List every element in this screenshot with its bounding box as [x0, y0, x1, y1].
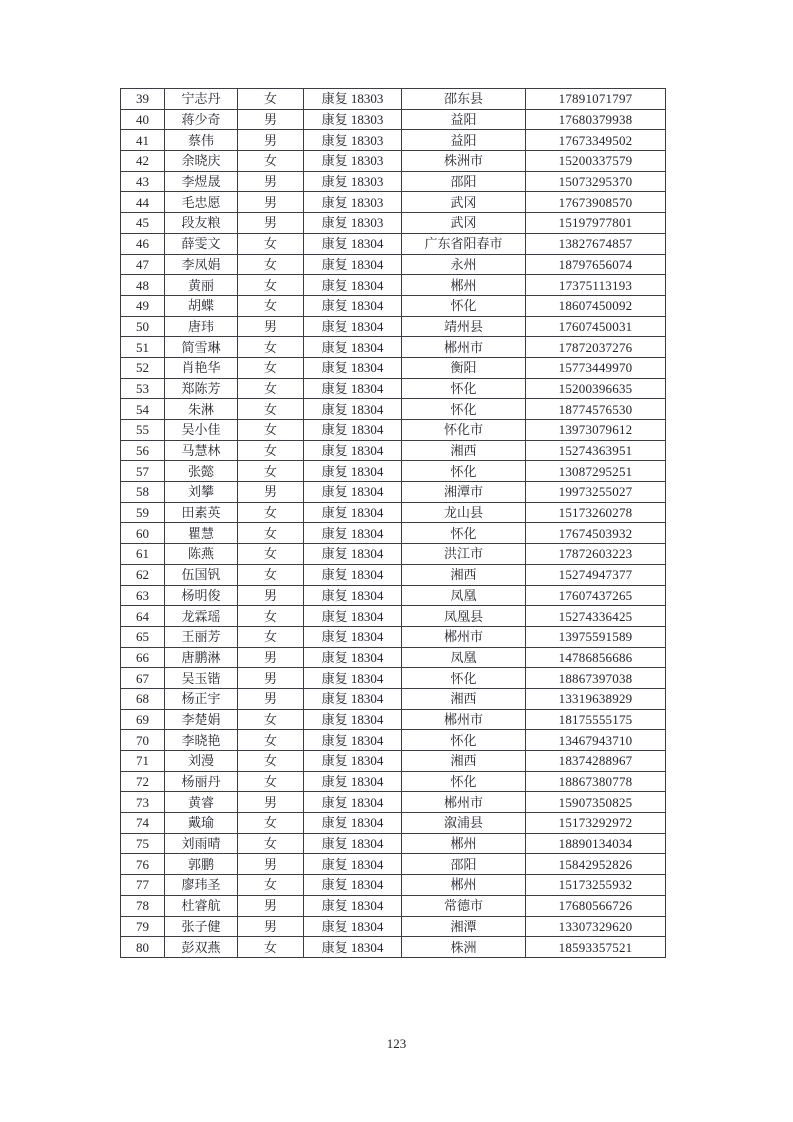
table-cell: 女 [238, 771, 304, 792]
table-cell: 男 [238, 647, 304, 668]
table-row [121, 792, 666, 813]
table-cell: 湘潭市 [402, 482, 526, 503]
table-cell: 伍国钒 [165, 564, 238, 585]
table-cell: 18867380778 [526, 771, 666, 792]
table-cell: 杨丽丹 [165, 771, 238, 792]
table-cell: 康复 18304 [304, 585, 402, 606]
table-cell: 刘攀 [165, 482, 238, 503]
table-cell: 18607450092 [526, 295, 666, 316]
table-row [121, 544, 666, 565]
table-cell: 女 [238, 564, 304, 585]
table-cell: 51 [121, 337, 165, 358]
table-cell: 72 [121, 771, 165, 792]
table-cell: 康复 18304 [304, 895, 402, 916]
table-cell: 康复 18304 [304, 440, 402, 461]
table-row [121, 420, 666, 441]
table-cell: 女 [238, 502, 304, 523]
table-cell: 毛忠愿 [165, 192, 238, 213]
table-cell: 武冈 [402, 213, 526, 234]
table-cell: 75 [121, 833, 165, 854]
table-cell: 73 [121, 792, 165, 813]
table-cell: 彭双燕 [165, 937, 238, 958]
table-cell: 17891071797 [526, 89, 666, 110]
table-cell: 康复 18304 [304, 523, 402, 544]
table-cell: 怀化市 [402, 420, 526, 441]
table-cell: 靖州县 [402, 316, 526, 337]
table-cell: 怀化 [402, 378, 526, 399]
table-cell: 50 [121, 316, 165, 337]
table-cell: 15073295370 [526, 171, 666, 192]
table-cell: 吴玉锴 [165, 668, 238, 689]
table-row [121, 771, 666, 792]
table-cell: 刘漫 [165, 751, 238, 772]
table-cell: 女 [238, 337, 304, 358]
table-cell: 女 [238, 833, 304, 854]
table-cell: 康复 18304 [304, 420, 402, 441]
table-cell: 80 [121, 937, 165, 958]
table-cell: 54 [121, 399, 165, 420]
table-cell: 19973255027 [526, 482, 666, 503]
table-cell: 康复 18304 [304, 254, 402, 275]
table-cell: 42 [121, 151, 165, 172]
table-cell: 永州 [402, 254, 526, 275]
table-cell: 廖玮圣 [165, 875, 238, 896]
table-row [121, 109, 666, 130]
table-cell: 男 [238, 792, 304, 813]
table-cell: 男 [238, 895, 304, 916]
table-cell: 郴州市 [402, 626, 526, 647]
table-cell: 杜睿航 [165, 895, 238, 916]
table-cell: 郴州 [402, 275, 526, 296]
table-cell: 康复 18304 [304, 502, 402, 523]
table-cell: 女 [238, 544, 304, 565]
table-cell: 13319638929 [526, 688, 666, 709]
table-cell: 康复 18304 [304, 275, 402, 296]
table-cell: 女 [238, 151, 304, 172]
table-cell: 14786856686 [526, 647, 666, 668]
table-cell: 张子健 [165, 916, 238, 937]
table-cell: 瞿慧 [165, 523, 238, 544]
table-cell: 男 [238, 585, 304, 606]
table-cell: 男 [238, 171, 304, 192]
table-cell: 康复 18304 [304, 564, 402, 585]
table-cell: 18797656074 [526, 254, 666, 275]
table-cell: 益阳 [402, 109, 526, 130]
table-cell: 63 [121, 585, 165, 606]
table-row [121, 854, 666, 875]
table-cell: 13307329620 [526, 916, 666, 937]
table-row [121, 606, 666, 627]
table-cell: 怀化 [402, 771, 526, 792]
table-cell: 56 [121, 440, 165, 461]
table-cell: 康复 18304 [304, 337, 402, 358]
table-cell: 62 [121, 564, 165, 585]
table-cell: 康复 18304 [304, 916, 402, 937]
table-cell: 李楚娟 [165, 709, 238, 730]
table-cell: 76 [121, 854, 165, 875]
table-cell: 康复 18304 [304, 295, 402, 316]
table-cell: 康复 18304 [304, 461, 402, 482]
table-cell: 13975591589 [526, 626, 666, 647]
table-cell: 女 [238, 440, 304, 461]
table-cell: 凤凰县 [402, 606, 526, 627]
table-row [121, 130, 666, 151]
table-cell: 株洲市 [402, 151, 526, 172]
table-cell: 15842952826 [526, 854, 666, 875]
table-cell: 女 [238, 254, 304, 275]
table-cell: 康复 18304 [304, 937, 402, 958]
table-cell: 70 [121, 730, 165, 751]
table-cell: 张懿 [165, 461, 238, 482]
table-cell: 刘雨晴 [165, 833, 238, 854]
table-cell: 15773449970 [526, 357, 666, 378]
table-cell: 46 [121, 233, 165, 254]
table-cell: 常德市 [402, 895, 526, 916]
table-cell: 69 [121, 709, 165, 730]
table-row [121, 482, 666, 503]
table-cell: 45 [121, 213, 165, 234]
table-cell: 17680379938 [526, 109, 666, 130]
table-cell: 康复 18304 [304, 751, 402, 772]
table-cell: 15274336425 [526, 606, 666, 627]
table-cell: 武冈 [402, 192, 526, 213]
table-cell: 洪江市 [402, 544, 526, 565]
table-cell: 47 [121, 254, 165, 275]
table-cell: 怀化 [402, 730, 526, 751]
table-cell: 李煜晟 [165, 171, 238, 192]
table-cell: 陈燕 [165, 544, 238, 565]
table-cell: 女 [238, 233, 304, 254]
table-cell: 湘西 [402, 564, 526, 585]
table-cell: 湘西 [402, 440, 526, 461]
table-cell: 49 [121, 295, 165, 316]
table-cell: 15197977801 [526, 213, 666, 234]
table-cell: 肖艳华 [165, 357, 238, 378]
table-row [121, 295, 666, 316]
table-row [121, 730, 666, 751]
table-cell: 男 [238, 688, 304, 709]
table-cell: 17872037276 [526, 337, 666, 358]
table-cell: 17375113193 [526, 275, 666, 296]
table-cell: 74 [121, 813, 165, 834]
table-cell: 郴州市 [402, 709, 526, 730]
table-cell: 65 [121, 626, 165, 647]
table-cell: 康复 18304 [304, 709, 402, 730]
table-cell: 男 [238, 668, 304, 689]
table-cell: 湘西 [402, 688, 526, 709]
table-cell: 女 [238, 523, 304, 544]
table-row [121, 875, 666, 896]
table-row [121, 502, 666, 523]
table-cell: 凤凰 [402, 647, 526, 668]
table-cell: 15173255932 [526, 875, 666, 896]
table-row [121, 357, 666, 378]
table-cell: 53 [121, 378, 165, 399]
table-cell: 康复 18303 [304, 109, 402, 130]
table-cell: 康复 18304 [304, 626, 402, 647]
table-cell: 杨明俊 [165, 585, 238, 606]
table-row [121, 171, 666, 192]
table-cell: 18774576530 [526, 399, 666, 420]
table-cell: 13827674857 [526, 233, 666, 254]
table-cell: 龙霖瑶 [165, 606, 238, 627]
table-row [121, 523, 666, 544]
table-cell: 薛雯文 [165, 233, 238, 254]
table-cell: 康复 18304 [304, 854, 402, 875]
table-cell: 郴州市 [402, 337, 526, 358]
table-cell: 康复 18304 [304, 606, 402, 627]
table-cell: 段友粮 [165, 213, 238, 234]
table-cell: 15274947377 [526, 564, 666, 585]
table-row [121, 254, 666, 275]
table-cell: 郑陈芳 [165, 378, 238, 399]
table-cell: 77 [121, 875, 165, 896]
table-cell: 康复 18304 [304, 316, 402, 337]
table-cell: 湘潭 [402, 916, 526, 937]
table-row [121, 813, 666, 834]
table-cell: 64 [121, 606, 165, 627]
table-cell: 康复 18304 [304, 875, 402, 896]
table-row [121, 937, 666, 958]
table-cell: 58 [121, 482, 165, 503]
table-cell: 男 [238, 109, 304, 130]
table-row [121, 337, 666, 358]
table-cell: 女 [238, 606, 304, 627]
table-cell: 女 [238, 626, 304, 647]
table-row [121, 668, 666, 689]
table-cell: 康复 18304 [304, 833, 402, 854]
table-row [121, 833, 666, 854]
table-cell: 18890134034 [526, 833, 666, 854]
table-cell: 17872603223 [526, 544, 666, 565]
table-row [121, 89, 666, 110]
table-cell: 13467943710 [526, 730, 666, 751]
table-cell: 怀化 [402, 461, 526, 482]
table-cell: 女 [238, 357, 304, 378]
table-cell: 康复 18304 [304, 233, 402, 254]
table-cell: 康复 18304 [304, 544, 402, 565]
table-cell: 康复 18303 [304, 213, 402, 234]
table-cell: 郴州 [402, 875, 526, 896]
table-cell: 女 [238, 461, 304, 482]
table-cell: 朱淋 [165, 399, 238, 420]
table-cell: 43 [121, 171, 165, 192]
table-cell: 48 [121, 275, 165, 296]
table-cell: 李凤娟 [165, 254, 238, 275]
table-cell: 龙山县 [402, 502, 526, 523]
table-cell: 康复 18304 [304, 647, 402, 668]
table-cell: 戴瑜 [165, 813, 238, 834]
table-cell: 女 [238, 937, 304, 958]
table-cell: 康复 18304 [304, 668, 402, 689]
table-cell: 余晓庆 [165, 151, 238, 172]
table-cell: 郭鹏 [165, 854, 238, 875]
table-cell: 康复 18304 [304, 792, 402, 813]
table-row [121, 461, 666, 482]
table-cell: 溆浦县 [402, 813, 526, 834]
table-cell: 15907350825 [526, 792, 666, 813]
table-cell: 55 [121, 420, 165, 441]
table-row [121, 151, 666, 172]
table-cell: 益阳 [402, 130, 526, 151]
table-cell: 衡阳 [402, 357, 526, 378]
table-cell: 女 [238, 875, 304, 896]
table-cell: 女 [238, 399, 304, 420]
table-cell: 郴州市 [402, 792, 526, 813]
table-cell: 15200337579 [526, 151, 666, 172]
table-cell: 蒋少奇 [165, 109, 238, 130]
table-cell: 女 [238, 709, 304, 730]
table-cell: 马慧林 [165, 440, 238, 461]
table-row [121, 709, 666, 730]
table-cell: 39 [121, 89, 165, 110]
table-cell: 18374288967 [526, 751, 666, 772]
table-row [121, 564, 666, 585]
table-row [121, 688, 666, 709]
table-cell: 唐鹏淋 [165, 647, 238, 668]
table-cell: 湘西 [402, 751, 526, 772]
table-cell: 60 [121, 523, 165, 544]
table-cell: 女 [238, 275, 304, 296]
table-cell: 胡蝶 [165, 295, 238, 316]
table-cell: 15200396635 [526, 378, 666, 399]
table-cell: 17607437265 [526, 585, 666, 606]
table-cell: 17607450031 [526, 316, 666, 337]
student-roster-table [120, 88, 666, 958]
table-cell: 女 [238, 730, 304, 751]
table-cell: 吴小佳 [165, 420, 238, 441]
table-row [121, 647, 666, 668]
table-cell: 17680566726 [526, 895, 666, 916]
table-row [121, 316, 666, 337]
table-cell: 杨正宇 [165, 688, 238, 709]
table-row [121, 275, 666, 296]
table-cell: 17673908570 [526, 192, 666, 213]
table-cell: 13087295251 [526, 461, 666, 482]
table-row [121, 916, 666, 937]
table-cell: 怀化 [402, 399, 526, 420]
table-cell: 71 [121, 751, 165, 772]
table-cell: 康复 18303 [304, 130, 402, 151]
table-cell: 13973079612 [526, 420, 666, 441]
table-body [121, 89, 666, 958]
table-row [121, 585, 666, 606]
table-cell: 康复 18304 [304, 813, 402, 834]
table-cell: 52 [121, 357, 165, 378]
table-cell: 简雪琳 [165, 337, 238, 358]
table-cell: 康复 18304 [304, 688, 402, 709]
table-row [121, 440, 666, 461]
table-row [121, 213, 666, 234]
table-row [121, 895, 666, 916]
table-cell: 41 [121, 130, 165, 151]
table-cell: 蔡伟 [165, 130, 238, 151]
table-cell: 康复 18303 [304, 192, 402, 213]
table-cell: 男 [238, 130, 304, 151]
table-cell: 男 [238, 482, 304, 503]
table-cell: 男 [238, 854, 304, 875]
table-cell: 邵阳 [402, 854, 526, 875]
table-cell: 79 [121, 916, 165, 937]
table-cell: 怀化 [402, 523, 526, 544]
table-cell: 康复 18304 [304, 482, 402, 503]
table-cell: 田素英 [165, 502, 238, 523]
table-row [121, 399, 666, 420]
table-cell: 59 [121, 502, 165, 523]
table-cell: 18593357521 [526, 937, 666, 958]
table-cell: 黄丽 [165, 275, 238, 296]
table-cell: 18175555175 [526, 709, 666, 730]
table-cell: 唐玮 [165, 316, 238, 337]
table-row [121, 378, 666, 399]
table-cell: 康复 18304 [304, 357, 402, 378]
table-cell: 61 [121, 544, 165, 565]
table-cell: 康复 18304 [304, 771, 402, 792]
page-number: 123 [386, 1036, 407, 1051]
table-cell: 68 [121, 688, 165, 709]
table-row [121, 233, 666, 254]
table-cell: 67 [121, 668, 165, 689]
table-cell: 15274363951 [526, 440, 666, 461]
table-cell: 17673349502 [526, 130, 666, 151]
table-cell: 邵阳 [402, 171, 526, 192]
table-cell: 78 [121, 895, 165, 916]
table-cell: 男 [238, 213, 304, 234]
table-cell: 男 [238, 192, 304, 213]
table-cell: 男 [238, 916, 304, 937]
table-cell: 康复 18304 [304, 730, 402, 751]
table-cell: 王丽芳 [165, 626, 238, 647]
table-cell: 广东省阳春市 [402, 233, 526, 254]
table-cell: 女 [238, 420, 304, 441]
table-row [121, 192, 666, 213]
table-cell: 女 [238, 89, 304, 110]
table-cell: 15173260278 [526, 502, 666, 523]
table-cell: 郴州 [402, 833, 526, 854]
table-cell: 57 [121, 461, 165, 482]
table-cell: 康复 18304 [304, 399, 402, 420]
table-cell: 康复 18304 [304, 378, 402, 399]
table-cell: 女 [238, 813, 304, 834]
table-cell: 怀化 [402, 668, 526, 689]
table-cell: 邵东县 [402, 89, 526, 110]
table-cell: 17674503932 [526, 523, 666, 544]
table-cell: 康复 18303 [304, 151, 402, 172]
table-cell: 女 [238, 378, 304, 399]
table-row [121, 626, 666, 647]
table-cell: 宁志丹 [165, 89, 238, 110]
table-cell: 怀化 [402, 295, 526, 316]
table-cell: 15173292972 [526, 813, 666, 834]
table-cell: 康复 18303 [304, 89, 402, 110]
table-cell: 女 [238, 751, 304, 772]
table-cell: 女 [238, 295, 304, 316]
table-cell: 株洲 [402, 937, 526, 958]
table-cell: 40 [121, 109, 165, 130]
table-cell: 18867397038 [526, 668, 666, 689]
table-cell: 44 [121, 192, 165, 213]
table-cell: 66 [121, 647, 165, 668]
table-cell: 黄睿 [165, 792, 238, 813]
table-cell: 康复 18303 [304, 171, 402, 192]
table-cell: 李晓艳 [165, 730, 238, 751]
table-cell: 凤凰 [402, 585, 526, 606]
table-row [121, 751, 666, 772]
table-cell: 男 [238, 316, 304, 337]
